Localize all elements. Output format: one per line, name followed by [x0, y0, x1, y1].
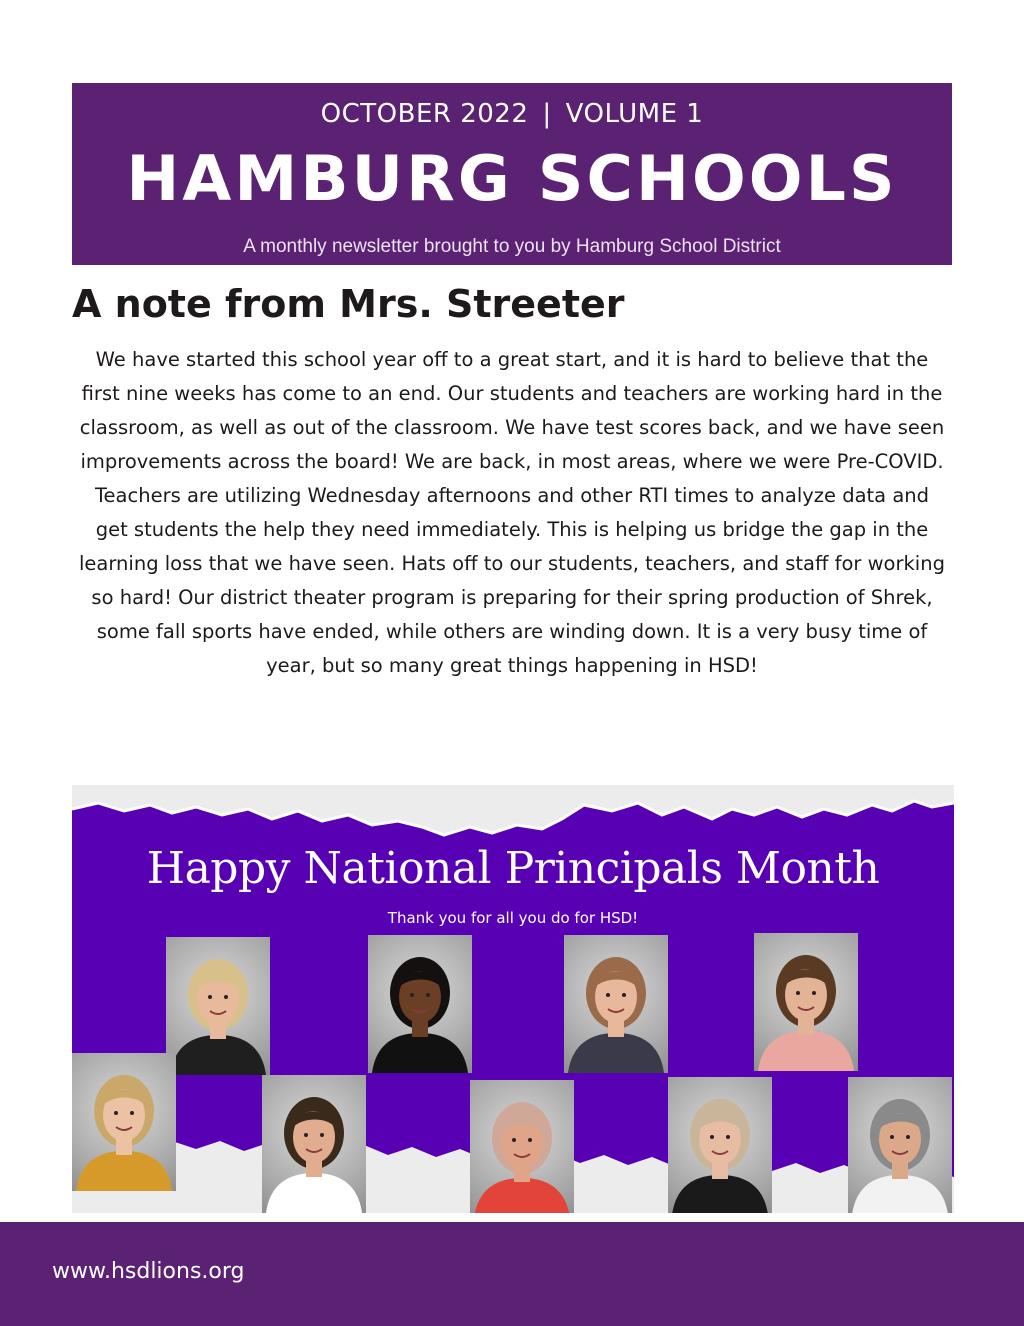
principal-photo-5	[72, 1053, 176, 1191]
graphic-subtitle: Thank you for all you do for HSD!	[387, 909, 639, 927]
issue-volume: VOLUME 1	[565, 99, 704, 129]
portrait-illustration	[564, 935, 668, 1073]
portrait-illustration	[848, 1077, 952, 1213]
issue-date: OCTOBER 2022	[320, 99, 529, 129]
issue-separator: |	[542, 99, 552, 129]
footer-bar	[0, 1222, 1024, 1326]
note-body: We have started this school year off to a great start, and it is hard to believe that the first nine weeks has come to an end. Our students and teachers are working hard in the classroom, as well as out of the classroom. We have test scores back, and we have seen improvements across the board! We are back, in most areas, where we were Pre-COVID. Teachers are utilizing Wednesday afternoons and other RTI times to analyze data and get students the help they need immediately. This is helping us bridge the gap in the learning loss that we have seen. Hats off to our students, teachers, and staff for working so hard! Our district theater program is preparing for their spring production of Shrek, some fall sports have ended, while others are winding down. It is a very busy time of year, but so many great things happening in HSD!	[79, 348, 945, 677]
principal-photo-4	[754, 933, 858, 1071]
newsletter-banner	[72, 83, 952, 265]
principals-month-graphic	[72, 785, 954, 1213]
graphic-title: Happy National Principals Month	[146, 843, 880, 894]
newsletter-title: HAMBURG SCHOOLS	[126, 142, 898, 215]
note-heading: A note from Mrs. Streeter	[72, 282, 625, 326]
portrait-illustration	[668, 1077, 772, 1213]
issue-line	[72, 99, 952, 129]
portrait-illustration	[262, 1075, 366, 1213]
principal-photo-7	[470, 1080, 574, 1213]
principal-photo-2	[368, 935, 472, 1073]
portrait-illustration	[72, 1053, 176, 1191]
principal-photo-6	[262, 1075, 366, 1213]
principal-photo-9	[848, 1077, 952, 1213]
portrait-illustration	[166, 937, 270, 1075]
principal-photo-1	[166, 937, 270, 1075]
website-link[interactable]: www.hsdlions.org	[52, 1259, 245, 1284]
principal-photo-8	[668, 1077, 772, 1213]
portrait-illustration	[368, 935, 472, 1073]
newsletter-tagline: A monthly newsletter brought to you by Hamburg School District	[243, 236, 781, 257]
portrait-illustration	[754, 933, 858, 1071]
portrait-illustration	[470, 1080, 574, 1213]
principal-photo-3	[564, 935, 668, 1073]
